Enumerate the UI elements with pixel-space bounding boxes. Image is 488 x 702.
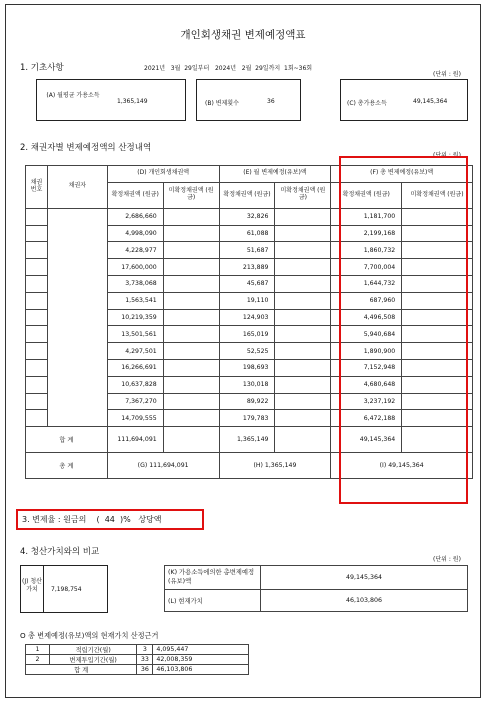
count-label: (B) 변제횟수 — [205, 100, 239, 107]
cell-no — [26, 376, 48, 393]
cell-f: 2,199,168 — [331, 225, 402, 242]
cell-empty — [275, 376, 331, 393]
cell-d: 14,709,555 — [107, 410, 163, 427]
cell-f: 3,237,192 — [331, 393, 402, 410]
period-line: 2021년 3월 29일부터 2024년 2월 29일까지 1회~36회 — [144, 65, 313, 72]
cell-no: 2 — [26, 655, 50, 665]
cell-empty — [275, 259, 331, 276]
subheader-fixed: 확정채권액 (원금) — [219, 182, 275, 208]
l-value: 46,103,806 — [261, 590, 468, 612]
cell-f: 1,890,900 — [331, 343, 402, 360]
cell-d: 7,367,270 — [107, 393, 163, 410]
total-income-value: 49,145,364 — [413, 98, 448, 105]
cell-e: 19,110 — [219, 292, 275, 309]
cell-f: 7,152,948 — [331, 359, 402, 376]
liquidation-label-cell — [21, 566, 44, 612]
cell-empty — [275, 326, 331, 343]
section5-heading: O 총 변제예정(유보)액의 현재가치 산정근거 — [20, 631, 159, 640]
liquidation-box — [20, 565, 108, 613]
total-i: (I) 49,145,364 — [331, 453, 473, 479]
cell-f: 1,181,700 — [331, 208, 402, 225]
cell-no: 1 — [26, 645, 50, 655]
cell-d: 13,501,561 — [107, 326, 163, 343]
cell-empty — [163, 242, 219, 259]
cell-f: 4,680,648 — [331, 376, 402, 393]
cell-name: 적립기간(월) — [49, 645, 136, 655]
total-income-box — [340, 79, 468, 121]
unit-label-2: (단위 : 원) — [433, 152, 461, 159]
cell-value: 4,095,447 — [153, 645, 249, 655]
sum-f: 49,145,364 — [331, 427, 402, 453]
income-label: (A) 월평균 가용소득 — [46, 92, 100, 99]
cell-empty — [275, 343, 331, 360]
col-header-d: (D) 개인회생채권액 — [107, 166, 219, 183]
cell-months: 33 — [137, 655, 153, 665]
cell-no — [26, 343, 48, 360]
cell-f: 1,860,732 — [331, 242, 402, 259]
subheader-unfixed: 미확정채권액 (원금) — [275, 182, 331, 208]
cell-no — [26, 410, 48, 427]
cell-empty — [275, 309, 331, 326]
cell-empty — [163, 376, 219, 393]
section1-heading: 1. 기초사항 — [20, 63, 64, 73]
cell-empty — [275, 225, 331, 242]
cell-e: 179,783 — [219, 410, 275, 427]
cell-months: 3 — [137, 645, 153, 655]
cell-empty — [163, 427, 219, 453]
page-title: 개인회생채권 변제예정액표 — [180, 29, 306, 41]
cell-no — [26, 326, 48, 343]
cell-empty — [163, 326, 219, 343]
cell-d: 10,219,359 — [107, 309, 163, 326]
cell-empty — [163, 410, 219, 427]
cell-empty — [163, 208, 219, 225]
total-label: 총 계 — [26, 453, 108, 479]
cell-no — [26, 225, 48, 242]
cell-e: 51,687 — [219, 242, 275, 259]
income-value: 1,365,149 — [117, 98, 148, 105]
cell-d: 4,297,501 — [107, 343, 163, 360]
repayment-rate: 3. 변제율 : 원금의 ( 44 )% 상당액 — [22, 515, 162, 524]
cell-empty — [275, 410, 331, 427]
total-h: (H) 1,365,149 — [219, 453, 331, 479]
count-box — [196, 79, 301, 121]
section4-heading: 4. 청산가치와의 비교 — [20, 547, 100, 557]
cell-f: 4,496,508 — [331, 309, 402, 326]
section2-heading: 2. 채권자별 변제예정액의 산정내역 — [20, 143, 152, 153]
total-income-label: (C) 총가용소득 — [347, 100, 387, 107]
cell-empty — [163, 259, 219, 276]
cell-empty — [163, 359, 219, 376]
cell-f: 5,940,684 — [331, 326, 402, 343]
cell-no — [26, 292, 48, 309]
cell-e: 213,889 — [219, 259, 275, 276]
subheader-unfixed: 미확정채권액 (원금) — [402, 182, 473, 208]
subheader-fixed: 확정채권액 (원금) — [107, 182, 163, 208]
cell-no — [26, 259, 48, 276]
cell-no — [26, 208, 48, 225]
cell-empty — [275, 242, 331, 259]
sum-months: 36 — [137, 665, 153, 675]
document-page — [5, 4, 481, 698]
creditor-names-redacted — [47, 208, 107, 426]
sum-value: 46,103,806 — [153, 665, 249, 675]
cell-f: 687,960 — [331, 292, 402, 309]
cell-empty — [275, 292, 331, 309]
cell-name: 변제투입기간(월) — [49, 655, 136, 665]
cell-d: 4,228,977 — [107, 242, 163, 259]
cell-f: 7,700,004 — [331, 259, 402, 276]
highlight-column-f — [339, 156, 468, 504]
cell-e: 124,903 — [219, 309, 275, 326]
cell-no — [26, 359, 48, 376]
cell-no — [26, 275, 48, 292]
liquidation-label: (J) 청산 가치 — [22, 578, 42, 593]
cell-d: 4,998,090 — [107, 225, 163, 242]
cell-empty — [275, 359, 331, 376]
cell-e: 52,525 — [219, 343, 275, 360]
cell-e: 198,693 — [219, 359, 275, 376]
unit-label-4: (단위 : 원) — [433, 556, 461, 563]
sum-d: 111,694,091 — [107, 427, 163, 453]
sum-row — [26, 665, 249, 675]
sum-label: 합 계 — [26, 665, 137, 675]
sum-e: 1,365,149 — [219, 427, 275, 453]
l-label: (L) 현재가치 — [165, 590, 261, 612]
income-box — [36, 79, 186, 121]
cell-e: 61,088 — [219, 225, 275, 242]
cell-no — [26, 393, 48, 410]
cell-d: 3,738,068 — [107, 275, 163, 292]
cell-e: 130,018 — [219, 376, 275, 393]
cell-empty — [163, 393, 219, 410]
cell-empty — [163, 343, 219, 360]
cell-d: 17,600,000 — [107, 259, 163, 276]
table-row — [26, 645, 249, 655]
cell-empty — [275, 275, 331, 292]
cell-d: 1,563,541 — [107, 292, 163, 309]
col-header-creditor: 채권자 — [47, 166, 107, 209]
cell-empty — [163, 225, 219, 242]
comparison-table — [164, 565, 468, 612]
cell-e: 165,019 — [219, 326, 275, 343]
cell-empty — [163, 309, 219, 326]
subheader-fixed: 확정채권액 (원금) — [331, 182, 402, 208]
present-value-table — [25, 644, 249, 675]
cell-e: 89,922 — [219, 393, 275, 410]
subheader-unfixed: 미확정채권액 (원금) — [163, 182, 219, 208]
k-value: 49,145,364 — [261, 566, 468, 590]
cell-d: 2,686,660 — [107, 208, 163, 225]
cell-d: 16,266,691 — [107, 359, 163, 376]
table-row — [26, 655, 249, 665]
cell-e: 32,826 — [219, 208, 275, 225]
col-header-no: 채권 번호 — [26, 166, 48, 209]
cell-empty — [275, 208, 331, 225]
cell-e: 45,687 — [219, 275, 275, 292]
cell-d: 10,637,828 — [107, 376, 163, 393]
sum-label: 합 계 — [26, 427, 108, 453]
col-header-f: (F) 총 변제예정(유보)액 — [331, 166, 473, 183]
cell-no — [26, 242, 48, 259]
unit-label-1: (단위 : 원) — [433, 71, 461, 78]
total-g: (G) 111,694,091 — [107, 453, 219, 479]
cell-f: 6,472,188 — [331, 410, 402, 427]
count-value: 36 — [267, 98, 275, 105]
cell-empty — [275, 427, 331, 453]
cell-empty — [163, 275, 219, 292]
cell-f: 1,644,732 — [331, 275, 402, 292]
k-label: (K) 가용소득에의한 총변제예정(유보)액 — [165, 566, 261, 590]
cell-value: 42,008,359 — [153, 655, 249, 665]
cell-empty — [163, 292, 219, 309]
cell-empty — [275, 393, 331, 410]
liquidation-value: 7,198,754 — [51, 586, 82, 593]
col-header-e: (E) 월 변제예정(유보)액 — [219, 166, 331, 183]
cell-no — [26, 309, 48, 326]
